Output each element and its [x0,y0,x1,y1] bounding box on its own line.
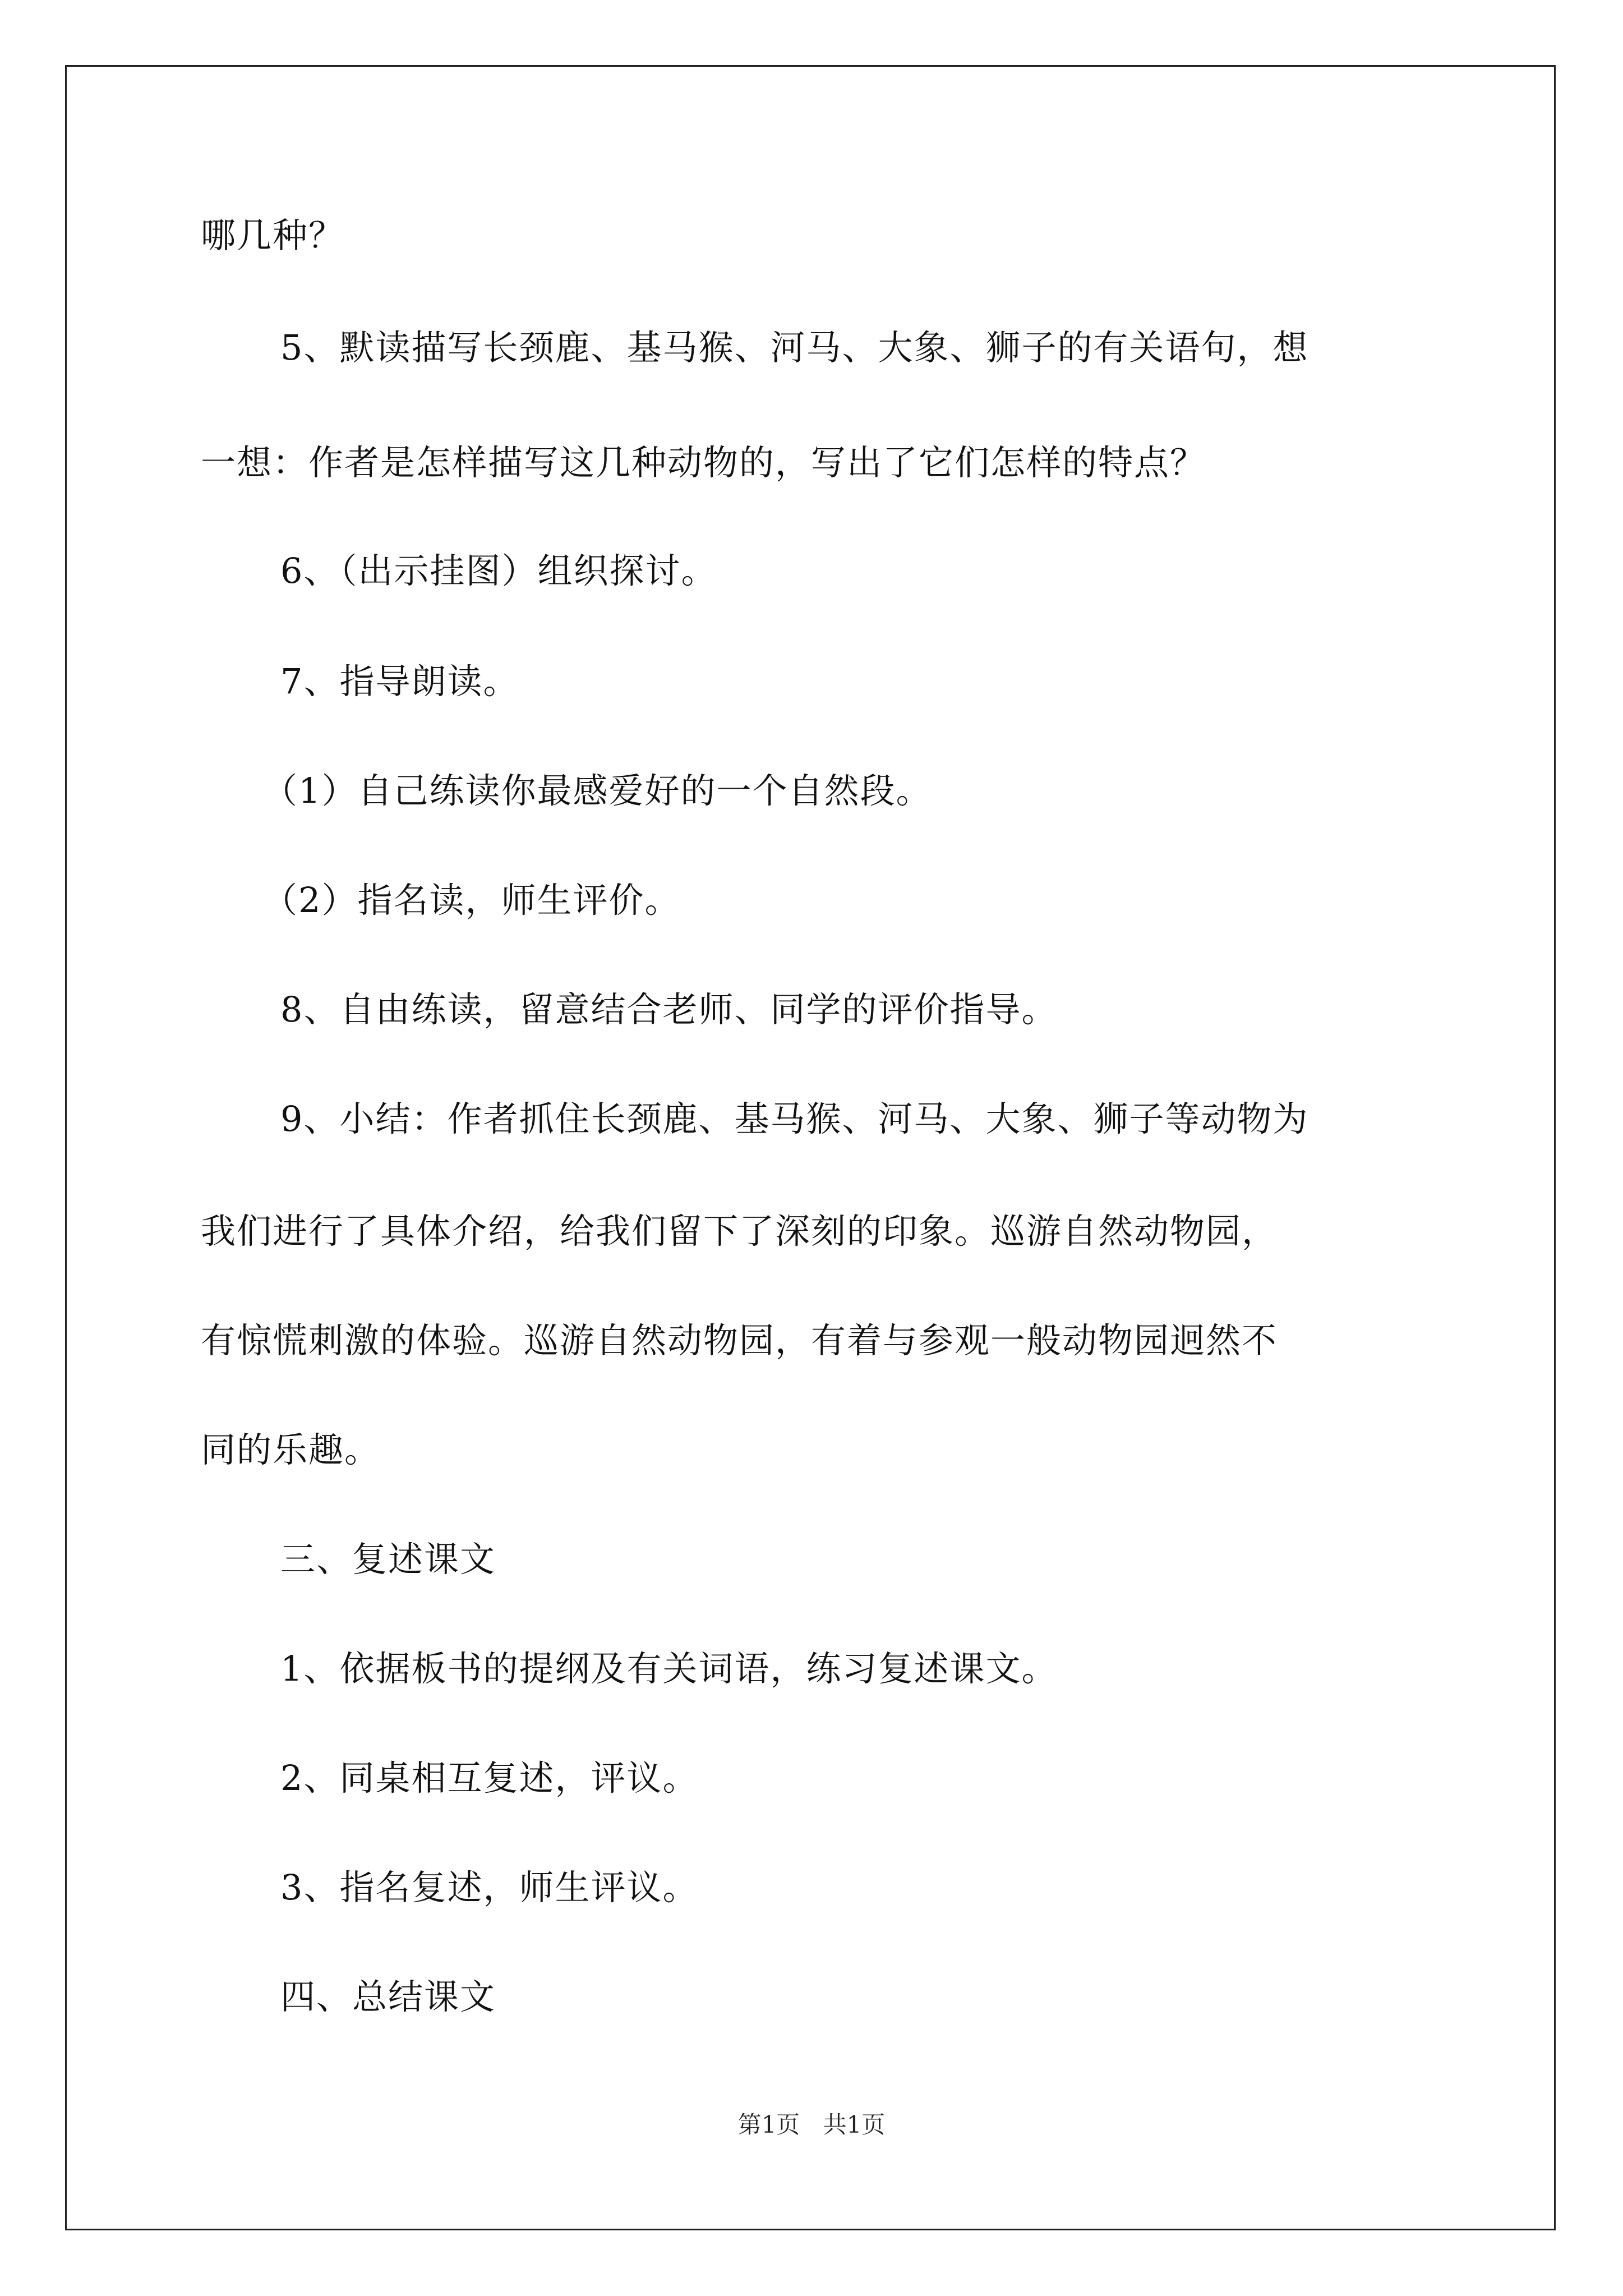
page-number: 第1页 [737,2111,800,2138]
text-line: 7、指导朗读。 [280,661,519,702]
text-line: 一想：作者是怎样描写这几种动物的，写出了它们怎样的特点？ [201,442,1206,483]
page-footer [0,2106,1623,2140]
text-line: 哪几种？ [201,215,345,256]
text-line: （2）指名读，师生评价。 [262,880,681,921]
page-total: 共1页 [823,2111,886,2138]
text-line: 5、默读描写长颈鹿、基马猴、河马、大象、狮子的有关语句，想 [280,327,1309,368]
text-line: 我们进行了具体介绍，给我们留下了深刻的印象。巡游自然动物园， [201,1211,1278,1251]
text-line: （1）自己练读你最感爱好的一个自然段。 [262,770,932,811]
section-heading: 四、总结课文 [280,1976,496,2017]
text-line: 3、指名复述，师生评议。 [280,1867,699,1908]
text-line: 同的乐趣。 [201,1429,381,1470]
text-line: 1、依据板书的提纲及有关词语，练习复述课文。 [280,1648,1058,1689]
text-line: 有惊慌刺激的体验。巡游自然动物园，有着与参观一般动物园迥然不 [201,1320,1278,1361]
text-line: 9、小结：作者抓住长颈鹿、基马猴、河马、大象、狮子等动物为 [280,1098,1309,1139]
text-line: 2、同桌相互复述，评议。 [280,1757,699,1798]
section-heading: 三、复述课文 [280,1539,496,1580]
text-line: 6、（出示挂图）组织探讨。 [280,550,717,591]
text-line: 8、自由练读，留意结合老师、同学的评价指导。 [280,989,1058,1030]
